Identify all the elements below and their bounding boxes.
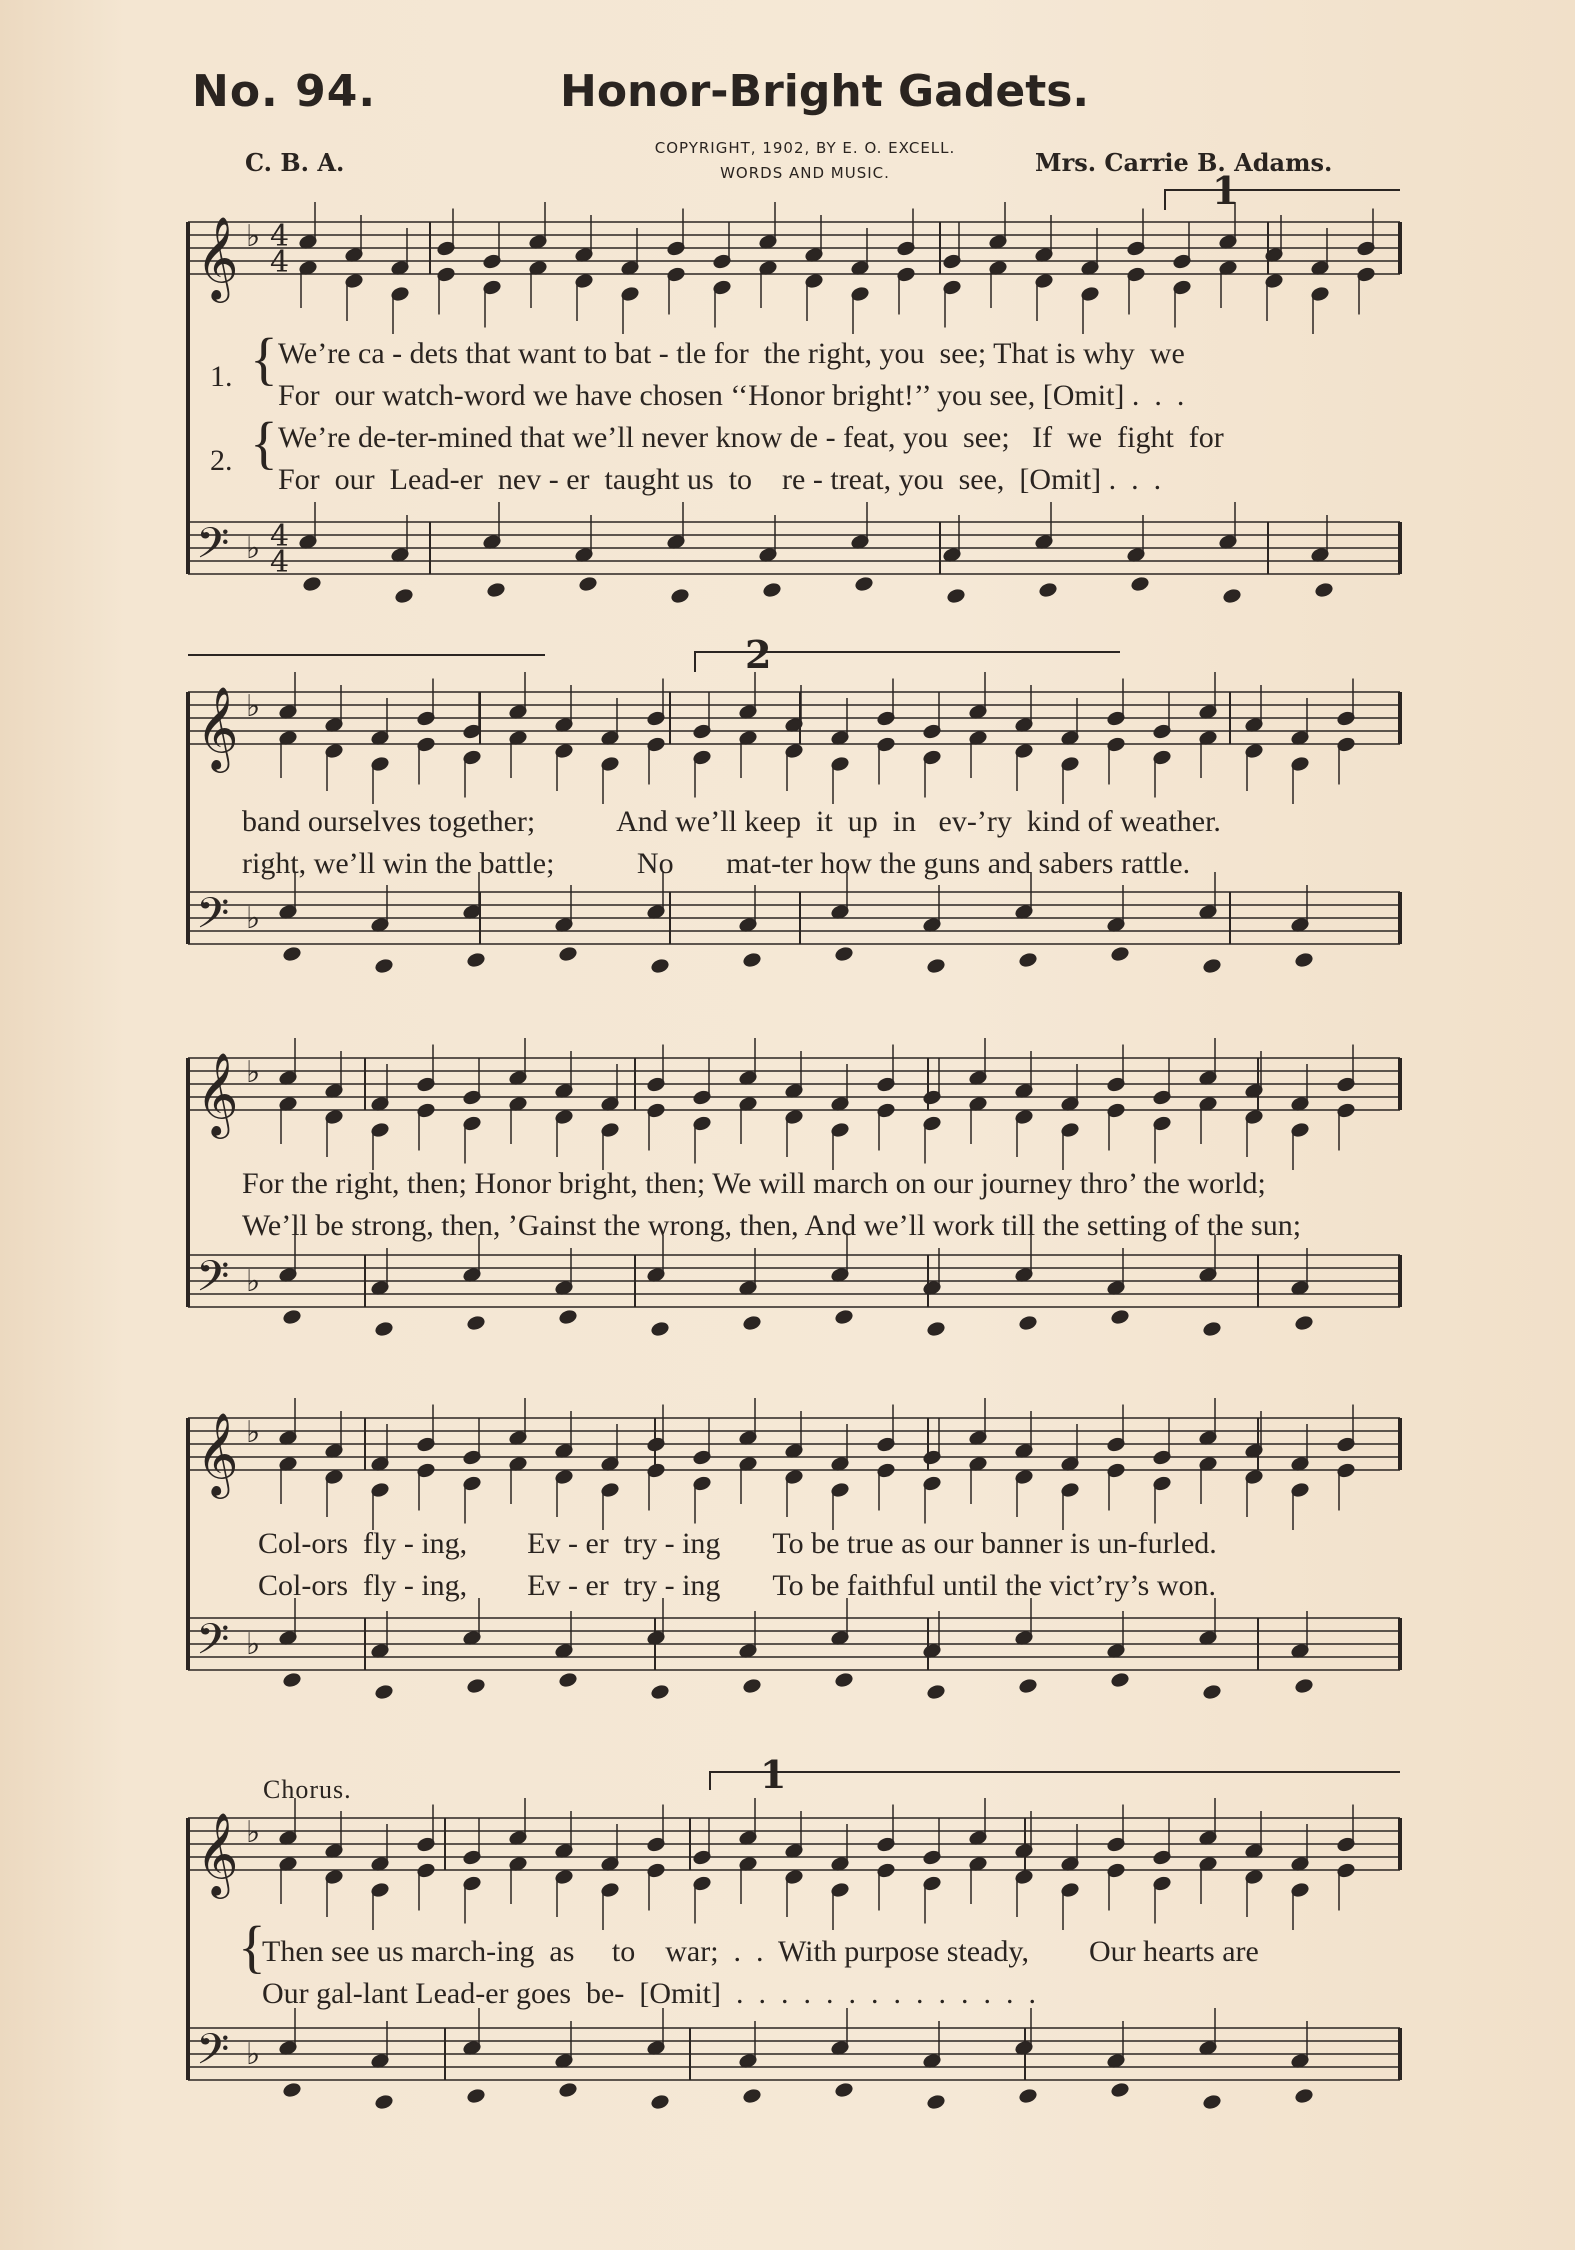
time-signature: 4 (270, 219, 290, 254)
note-head (1111, 946, 1130, 962)
note-head (1039, 582, 1058, 598)
note-head (763, 582, 782, 598)
time-signature: 4 (270, 519, 290, 554)
key-flat: ♭ (246, 1815, 261, 1850)
note-head (283, 2082, 302, 2098)
key-flat: ♭ (246, 1055, 261, 1090)
note-head (671, 588, 690, 604)
note-head (651, 1684, 670, 1700)
note-head (559, 1672, 578, 1688)
note-head (467, 1678, 486, 1694)
chorus-first-ending-number: 1 (760, 1752, 787, 1797)
note-head (1203, 2094, 1222, 2110)
verse-number-1: 1. (210, 360, 233, 393)
note-head (1295, 1315, 1314, 1331)
note-head (855, 576, 874, 592)
lyric-line: Col-ors fly - ing, Ev - er try - ing To be true as our banner is un-furled. (258, 1527, 1217, 1560)
note-head (375, 2094, 394, 2110)
note-head (559, 1309, 578, 1325)
lyricist-initials: C. B. A. (245, 148, 345, 177)
note-head (835, 1672, 854, 1688)
note-head (1019, 952, 1038, 968)
treble-clef: 𝄞 (196, 1411, 239, 1495)
note-head (1203, 958, 1222, 974)
note-head (927, 1321, 946, 1337)
copyright-subline: WORDS AND MUSIC. (720, 164, 890, 182)
verse-number-2: 2. (210, 444, 233, 477)
lyric-line: We’re de-ter-mined that we’ll never know de - feat, you see; If we fight for (278, 421, 1224, 454)
note-head (927, 958, 946, 974)
lyric-line: For the right, then; Honor bright, then; We will march on our journey thro’ the world; (242, 1167, 1266, 1200)
note-head (1295, 952, 1314, 968)
first-ending-number: 1 (1212, 168, 1239, 213)
key-flat: ♭ (246, 1415, 261, 1450)
lyric-line: For our Lead-er nev - er taught us to re - treat, you see, [Omit] . . . (278, 463, 1162, 496)
chorus-ending-bracket (710, 1772, 1400, 1790)
verse-brace: { (238, 1914, 266, 1979)
bass-clef: 𝄢 (196, 1252, 230, 1312)
key-flat: ♭ (246, 1264, 261, 1299)
lyric-line: Col-ors fly - ing, Ev - er try - ing To be faithful until the vict’ry’s won. (258, 1569, 1217, 1602)
lyric-line: band ourselves together; And we’ll keep it up in ev-’ry kind of weather. (242, 805, 1221, 838)
key-flat: ♭ (246, 901, 261, 936)
bass-clef: 𝄢 (196, 2025, 230, 2085)
note-head (559, 946, 578, 962)
verse-brace: { (250, 410, 278, 475)
key-flat: ♭ (246, 689, 261, 724)
note-head (835, 1309, 854, 1325)
bass-clef: 𝄢 (196, 1615, 230, 1675)
hymn-number: No. 94. (192, 66, 377, 117)
note-head (927, 2094, 946, 2110)
note-head (927, 1684, 946, 1700)
note-head (1223, 588, 1242, 604)
note-head (835, 2082, 854, 2098)
note-head (743, 952, 762, 968)
time-signature: 4 (270, 545, 290, 580)
note-head (303, 576, 322, 592)
note-head (1131, 576, 1150, 592)
note-head (1019, 2088, 1038, 2104)
note-head (1019, 1678, 1038, 1694)
note-head (743, 1678, 762, 1694)
treble-clef: 𝄞 (196, 1811, 239, 1895)
note-head (375, 1321, 394, 1337)
lyric-line: Our gal-lant Lead-er goes be- [Omit] . . . . . . . . . . . . . . (262, 1977, 1036, 2010)
hymn-title: Honor-Bright Gadets. (560, 66, 1090, 117)
note-head (1111, 1309, 1130, 1325)
note-head (1111, 1672, 1130, 1688)
lyric-line: For our watch-word we have chosen ‘‘Honor bright!’’ you see, [Omit] . . . (278, 379, 1185, 412)
note-head (1111, 2082, 1130, 2098)
treble-clef: 𝄞 (196, 685, 239, 769)
note-head (743, 1315, 762, 1331)
note-head (559, 2082, 578, 2098)
note-head (651, 2094, 670, 2110)
lyric-line: right, we’ll win the battle; No mat-ter how the guns and sabers rattle. (242, 847, 1191, 880)
lyric-line: We’ll be strong, then, ’Gainst the wrong, then, And we’ll work till the setting of the sun; (242, 1209, 1302, 1242)
note-head (1203, 1684, 1222, 1700)
note-head (947, 588, 966, 604)
note-head (283, 1309, 302, 1325)
verse-brace: { (250, 326, 278, 391)
note-head (651, 1321, 670, 1337)
note-head (1295, 1678, 1314, 1694)
time-signature: 4 (270, 245, 290, 280)
note-head (395, 588, 414, 604)
note-head (467, 1315, 486, 1331)
note-head (1019, 1315, 1038, 1331)
note-head (1315, 582, 1334, 598)
composer-name: Mrs. Carrie B. Adams. (1035, 148, 1333, 177)
note-head (579, 576, 598, 592)
lyric-line: Then see us march-ing as to war; . . With purpose steady, Our hearts are (262, 1935, 1259, 1968)
first-ending-bracket (1165, 190, 1400, 210)
note-head (467, 952, 486, 968)
key-flat: ♭ (246, 1627, 261, 1662)
treble-clef: 𝄞 (196, 1051, 239, 1135)
treble-clef: 𝄞 (196, 215, 239, 299)
note-head (283, 946, 302, 962)
note-head (375, 958, 394, 974)
note-head (283, 1672, 302, 1688)
key-flat: ♭ (246, 2037, 261, 2072)
note-head (467, 2088, 486, 2104)
bass-clef: 𝄢 (196, 519, 230, 579)
note-head (1295, 2088, 1314, 2104)
note-head (835, 946, 854, 962)
note-head (651, 958, 670, 974)
second-ending-number: 2 (745, 632, 772, 677)
note-head (1203, 1321, 1222, 1337)
note-head (743, 2088, 762, 2104)
key-flat: ♭ (246, 219, 261, 254)
chorus-label: Chorus. (263, 1775, 352, 1804)
note-head (487, 582, 506, 598)
lyric-line: We’re ca - dets that want to bat - tle for the right, you see; That is why we (278, 337, 1185, 370)
copyright-line: COPYRIGHT, 1902, BY E. O. EXCELL. (654, 139, 956, 157)
note-head (375, 1684, 394, 1700)
key-flat: ♭ (246, 531, 261, 566)
bass-clef: 𝄢 (196, 889, 230, 949)
